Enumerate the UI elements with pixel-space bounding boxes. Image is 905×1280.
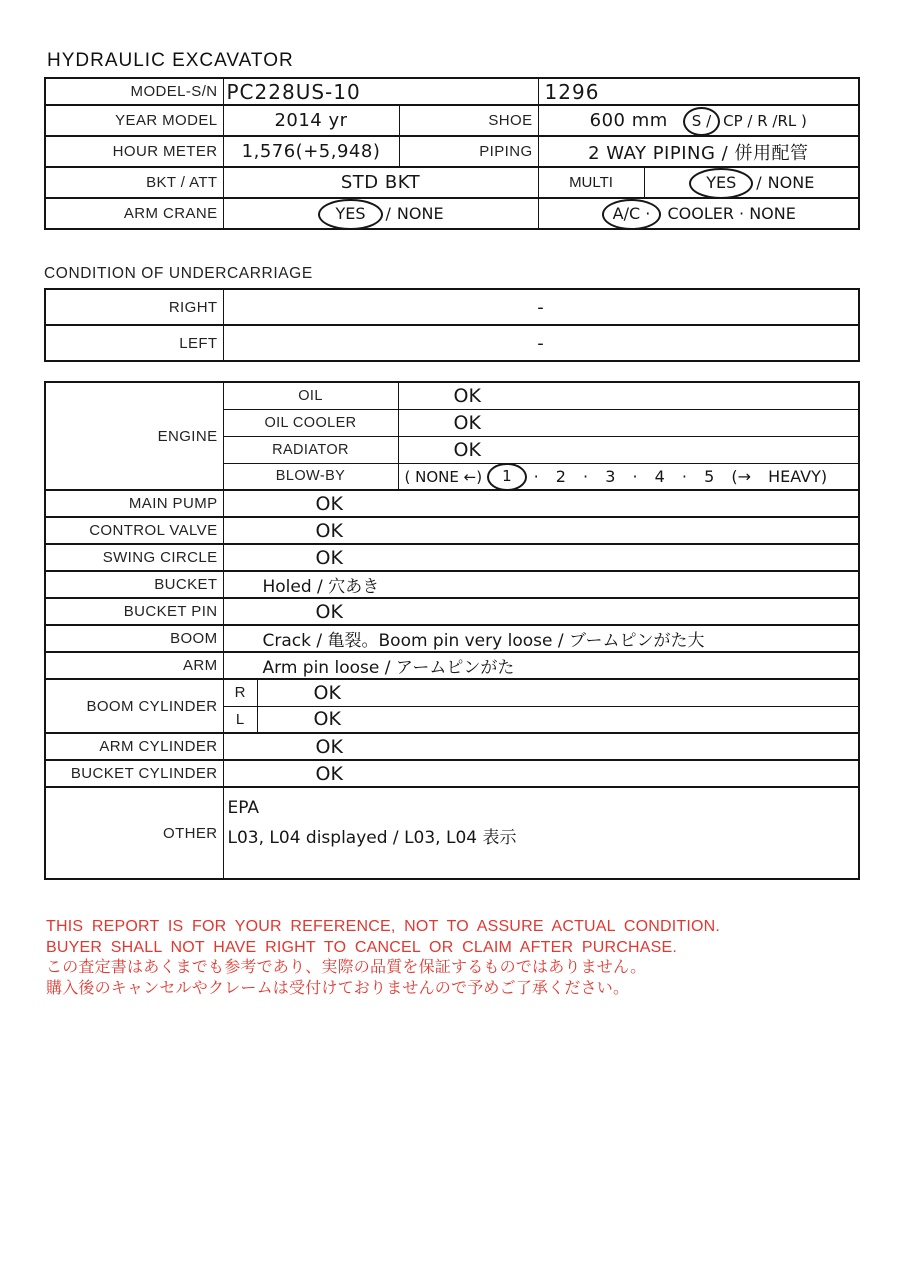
- engine-radiator-label: RADIATOR: [223, 436, 398, 463]
- engine-oil-row: [45, 382, 859, 409]
- engine-blowby-value: ( NONE ←) 1 · 2 · 3 · 4 · 5 (→ HEAVY): [398, 463, 859, 490]
- other-value: [223, 787, 859, 879]
- engine-oilcooler-value: OK: [398, 409, 859, 436]
- swing-circle-row: [45, 544, 859, 571]
- circle-annotation-ac: A/C ·: [602, 199, 662, 230]
- disclaimer-line-2: BUYER SHALL NOT HAVE RIGHT TO CANCEL OR CLAIM AFTER PURCHASE.: [46, 938, 677, 956]
- undercarriage-heading: CONDITION OF UNDERCARRIAGE: [44, 265, 313, 282]
- spec-row-hour-piping: [45, 136, 859, 167]
- boom-row: [45, 625, 859, 652]
- arm-crane-label: ARM CRANE: [45, 198, 223, 229]
- arm-cylinder-value: OK: [223, 733, 859, 760]
- undercarriage-right-value: -: [223, 289, 859, 325]
- swing-circle-value: OK: [223, 544, 859, 571]
- arm-cylinder-row: [45, 733, 859, 760]
- condition-table: [44, 381, 860, 880]
- circle-annotation-multi-yes: YES: [689, 168, 753, 199]
- bucket-pin-value: OK: [223, 598, 859, 625]
- circle-annotation-blowby-1: 1: [487, 463, 527, 490]
- engine-oilcooler-label: OIL COOLER: [223, 409, 398, 436]
- engine-label: ENGINE: [45, 382, 223, 490]
- multi-label: MULTI: [538, 167, 644, 198]
- main-pump-value: OK: [223, 490, 859, 517]
- bkt-att-value: STD BKT: [223, 167, 538, 198]
- main-pump-row: [45, 490, 859, 517]
- piping-label: PIPING: [399, 136, 538, 167]
- shoe-label: SHOE: [399, 105, 538, 136]
- circle-annotation-armcrane-yes: YES: [318, 199, 382, 230]
- bucket-pin-label: BUCKET PIN: [45, 598, 223, 625]
- control-valve-row: [45, 517, 859, 544]
- disclaimer-line-3: この査定書はあくまでも参考であり、実際の品質を保証するものではありません。: [46, 959, 647, 976]
- disclaimer-line-1: THIS REPORT IS FOR YOUR REFERENCE, NOT TO ASSURE ACTUAL CONDITION.: [46, 918, 721, 935]
- bucket-value: Holed / 穴あき: [223, 571, 859, 598]
- year-model-label: YEAR MODEL: [45, 105, 223, 136]
- bucket-pin-row: [45, 598, 859, 625]
- undercarriage-row-left: [45, 325, 859, 361]
- piping-value: 2 WAY PIPING / 併用配管: [538, 136, 859, 167]
- undercarriage-left-label: LEFT: [45, 325, 223, 361]
- boom-cylinder-r-row: [45, 679, 859, 706]
- boom-cylinder-r-value: OK: [257, 679, 859, 706]
- arm-label: ARM: [45, 652, 223, 679]
- boom-cylinder-r-label: R: [223, 679, 257, 706]
- multi-value: YES / NONE: [644, 167, 859, 198]
- arm-row: [45, 652, 859, 679]
- model-value: PC228US-10: [223, 78, 538, 105]
- model-sn-label: MODEL-S/N: [45, 78, 223, 105]
- bucket-cylinder-row: [45, 760, 859, 787]
- engine-blowby-label: BLOW-BY: [223, 463, 398, 490]
- bucket-row: [45, 571, 859, 598]
- boom-value: Crack / 亀裂。Boom pin very loose / ブームピンがた大: [223, 625, 859, 652]
- hour-meter-value: 1,576(+5,948): [223, 136, 399, 167]
- engine-oil-value: OK: [398, 382, 859, 409]
- shoe-value: 600 mm S / CP / R /RL ): [538, 105, 859, 136]
- other-label: OTHER: [45, 787, 223, 879]
- undercarriage-row-right: [45, 289, 859, 325]
- spec-row-year-shoe: [45, 105, 859, 136]
- bucket-label: BUCKET: [45, 571, 223, 598]
- arm-cylinder-label: ARM CYLINDER: [45, 733, 223, 760]
- boom-cylinder-l-value: OK: [257, 706, 859, 733]
- boom-cylinder-label: BOOM CYLINDER: [45, 679, 223, 733]
- serial-value: 1296: [538, 78, 859, 105]
- boom-label: BOOM: [45, 625, 223, 652]
- spec-table: [44, 77, 860, 230]
- control-valve-label: CONTROL VALVE: [45, 517, 223, 544]
- swing-circle-label: SWING CIRCLE: [45, 544, 223, 571]
- spec-row-armcrane-ac: [45, 198, 859, 229]
- bkt-att-label: BKT / ATT: [45, 167, 223, 198]
- other-line-epa: EPA: [227, 798, 260, 818]
- ac-cooler-value: A/C · COOLER · NONE: [538, 198, 859, 229]
- bucket-cylinder-label: BUCKET CYLINDER: [45, 760, 223, 787]
- arm-value: Arm pin loose / アームピンがた: [223, 652, 859, 679]
- engine-oil-label: OIL: [223, 382, 398, 409]
- other-row: [45, 787, 859, 879]
- undercarriage-left-value: -: [223, 325, 859, 361]
- disclaimer: [46, 917, 720, 999]
- other-line-codes: L03, L04 displayed / L03, L04 表示: [227, 828, 517, 848]
- circle-annotation-shoe-s: S /: [683, 107, 720, 136]
- hour-meter-label: HOUR METER: [45, 136, 223, 167]
- spec-row-bkt-multi: [45, 167, 859, 198]
- engine-radiator-value: OK: [398, 436, 859, 463]
- boom-cylinder-l-label: L: [223, 706, 257, 733]
- report-title: HYDRAULIC EXCAVATOR: [47, 50, 294, 71]
- undercarriage-right-label: RIGHT: [45, 289, 223, 325]
- year-model-value: 2014 yr: [223, 105, 399, 136]
- arm-crane-value: YES / NONE: [223, 198, 538, 229]
- main-pump-label: MAIN PUMP: [45, 490, 223, 517]
- control-valve-value: OK: [223, 517, 859, 544]
- undercarriage-table: [44, 288, 860, 362]
- spec-row-model: [45, 78, 859, 105]
- disclaimer-line-4: 購入後のキャンセルやクレームは受付けておりませんので予めご了承ください。: [46, 979, 630, 997]
- bucket-cylinder-value: OK: [223, 760, 859, 787]
